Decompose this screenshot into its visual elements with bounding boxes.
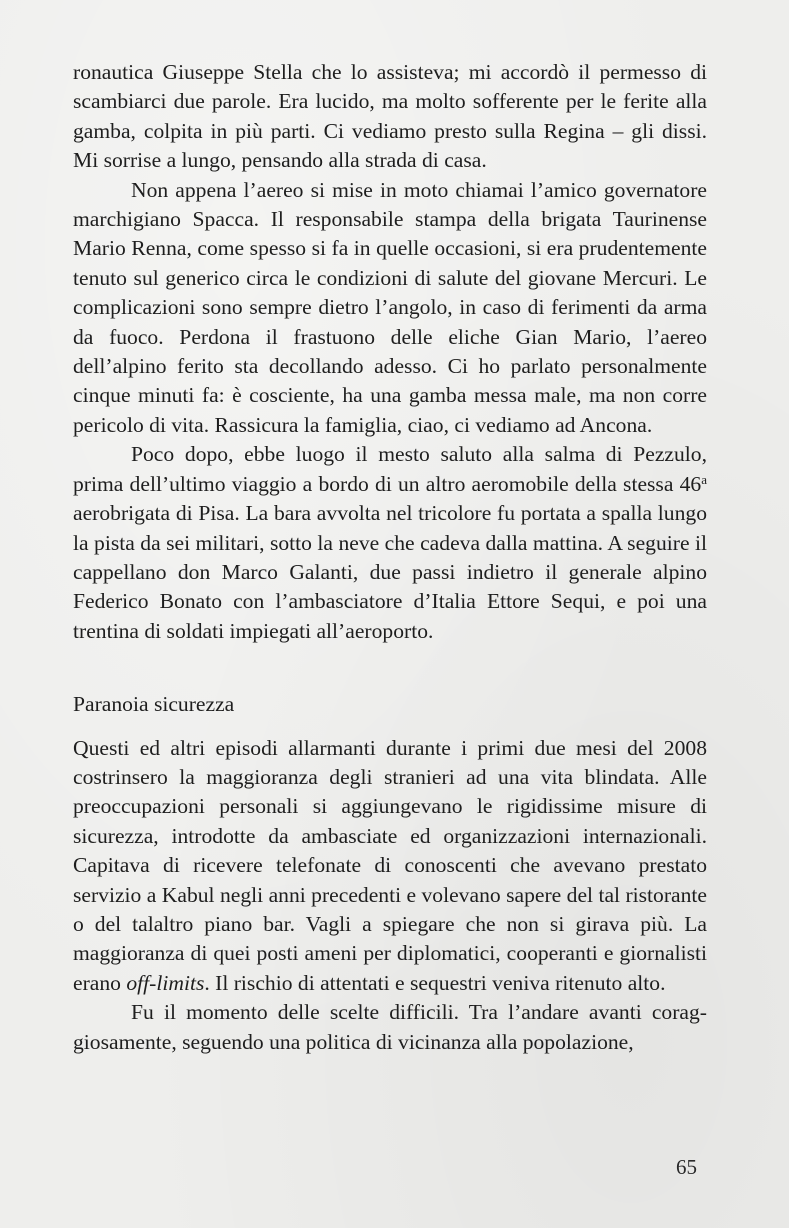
paragraph-2: Non appena l’aereo si mise in moto chiamai l’amico governatore marchigiano Spacca. Il responsabile stampa della brigata Taurinense Mario Renna, come spesso si fa in quelle occasioni, si era prudentemente tenuto sul generico circa le condizioni di salute del giovane Mercuri. Le complicazioni sono sempre dietro l’angolo, in caso di ferimenti da arma da fuoco. Perdona il frastuono delle eliche Gian Mario, l’aereo dell’alpino ferito sta decollando adesso. Ci ho parlato personalmente cinque minuti fa: è cosciente, ha una gamba messa male, ma non corre pericolo di vita. Rassicura la famiglia, ciao, ci vediamo ad Ancona. bbox=[73, 177, 707, 437]
paragraph-4-part-2: . Il rischio di attentati e sequestri veniva ritenuto alto. bbox=[204, 970, 666, 995]
ordinal-superscript: a bbox=[701, 471, 707, 487]
paragraph-3 bbox=[73, 440, 707, 646]
paragraph-5: Fu il momento delle scelte difficili. Tra l’andare avanti coraggiosamente, seguendo una politica di vicinanza alla popolazione, bbox=[73, 1000, 707, 1054]
page-number: 65 bbox=[676, 1155, 697, 1179]
paragraph-3-part-2: aerobrigata di Pisa. La bara avvolta nel tricolore fu portata a spalla lungo la pista da sei militari, sotto la neve che cadeva dalla mattina. A seguire il cappellano don Marco Galanti, due passi indietro il generale alpino Federico Bonato con l’ambasciatore d’Italia Ettore Sequi, e poi una trentina di soldati impiegati all’aeroporto. bbox=[73, 501, 707, 643]
paragraph-4-part-1: Questi ed altri episodi allarmanti durante i primi due mesi del 2008 costrinsero la maggioranza degli stranieri ad una vita blindata. Alle preoccupazioni personali si aggiungevano le rigidissime misure di sicurezza, introdotte da ambasciate ed organizzazioni internazionali. Capitava di ricevere telefonate di conoscenti che avevano prestato servizio a Kabul negli anni precedenti e volevano sapere del tal ristorante o del talaltro piano bar. Vagli a spiegare che non si girava più. La maggioranza di quei posti ameni per diplomatici, cooperanti e giornalisti erano bbox=[73, 735, 707, 995]
paragraph-4 bbox=[73, 734, 707, 999]
section-heading: Paranoia sicurezza bbox=[73, 692, 235, 717]
body-text bbox=[73, 58, 707, 1057]
emphasis-off-limits: off-limits bbox=[126, 970, 205, 995]
paragraph-3-part-1: Poco dopo, ebbe luogo il mesto saluto alla salma di Pezzulo, prima dell’ultimo viaggio a bordo di un altro aeromobile della stessa 46 bbox=[73, 442, 707, 496]
paragraph-1: ronautica Giuseppe Stella che lo assisteva; mi accordò il permesso di scambiarci due parole. Era lucido, ma molto sofferente per le ferite alla gamba, colpita in più parti. Ci vediamo presto sulla Regina – gli dissi. Mi sorrise a lungo, pensando alla strada di casa. bbox=[73, 60, 707, 173]
